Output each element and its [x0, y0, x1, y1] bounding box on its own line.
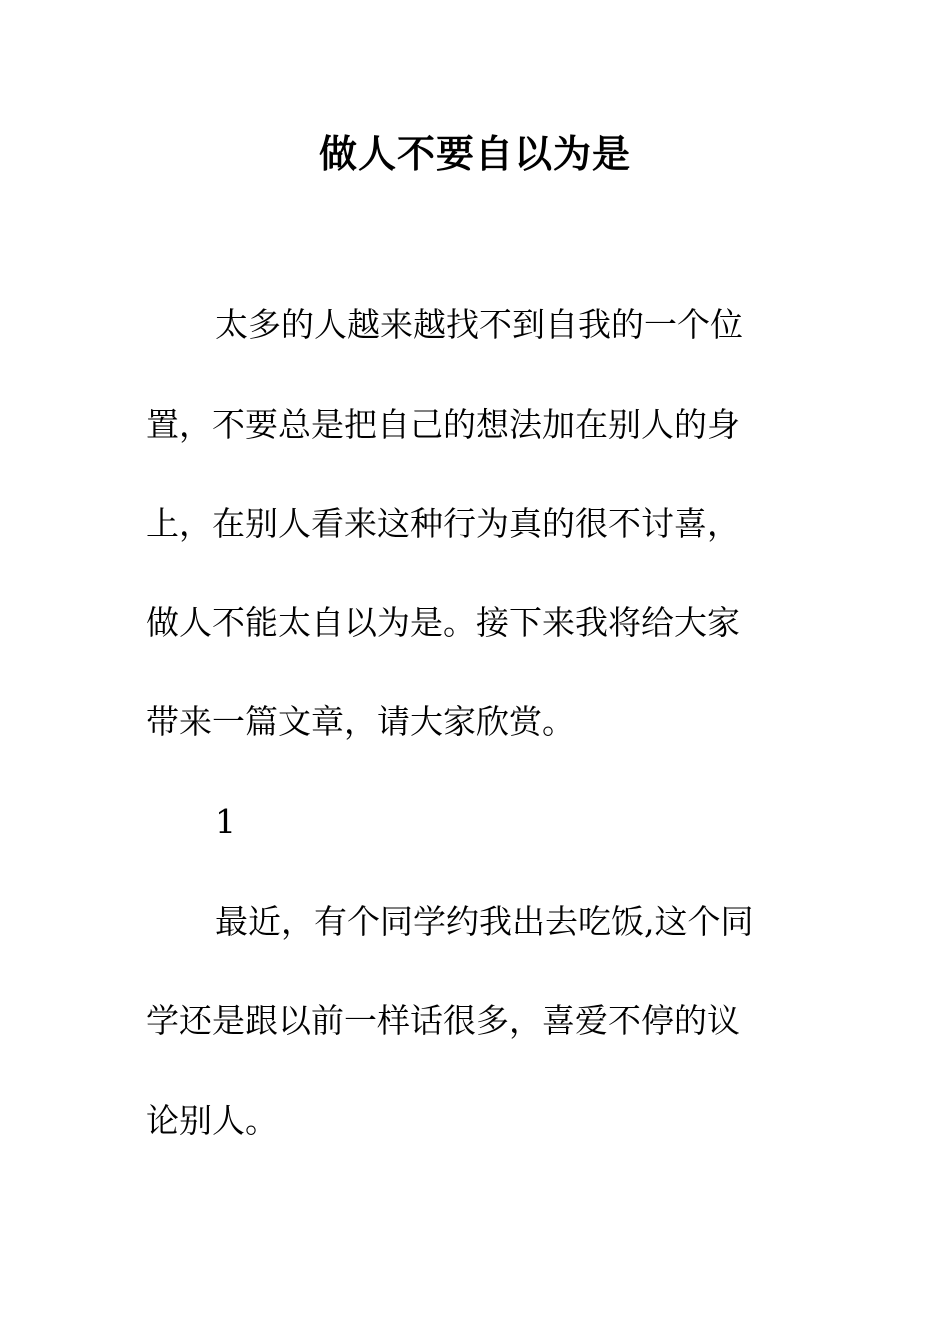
document-title: 做人不要自以为是	[318, 131, 631, 176]
paragraph-line: 置，不要总是把自己的想法加在别人的身	[146, 405, 740, 444]
paragraph-line: 带来一篇文章，请大家欣赏。	[146, 702, 575, 741]
paragraph-line: 学还是跟以前一样话很多，喜爱不停的议	[146, 1001, 740, 1040]
paragraph-line: 太多的人越来越找不到自我的一个位	[215, 305, 743, 344]
paragraph-line: 做人不能太自以为是。接下来我将给大家	[146, 603, 740, 642]
paragraph-line: 论别人。	[146, 1101, 278, 1140]
section-number: 1	[215, 802, 236, 841]
paragraph-line: 上，在别人看来这种行为真的很不讨喜，	[146, 504, 740, 543]
paragraph-line: 最近，有个同学约我出去吃饭,这个同	[215, 902, 754, 941]
